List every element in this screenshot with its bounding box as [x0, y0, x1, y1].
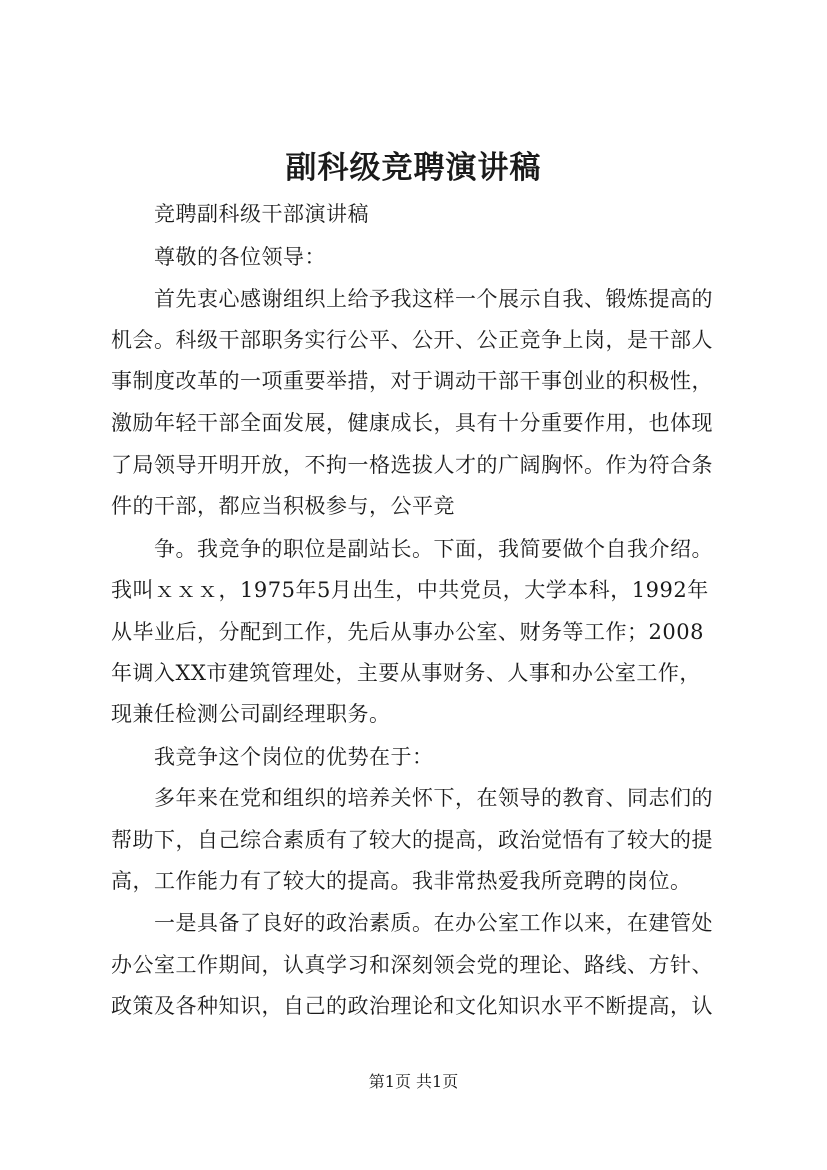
paragraph-line: 帮助下，自己综合素质有了较大的提高，政治觉悟有了较大的提: [111, 828, 713, 852]
paragraph-line: 事制度改革的一项重要举措，对于调动干部干事创业的积极性，: [111, 369, 713, 393]
paragraph-line: 从毕业后，分配到工作，先后从事办公室、财务等工作；2008: [111, 620, 704, 644]
paragraph-line: 了局领导开明开放，不拘一格选拔人才的广阔胸怀。作为符合条: [111, 453, 713, 477]
paragraph-line: 我竞争这个岗位的优势在于：: [111, 745, 434, 769]
paragraph-line: 政策及各种知识，自己的政治理论和文化知识水平不断提高，认: [111, 994, 713, 1018]
paragraph-line: 我叫ｘｘｘ，1975年5月出生，中共党员，大学本科，1992年: [111, 578, 709, 602]
paragraph-line: 尊敬的各位领导：: [111, 245, 326, 269]
page-footer: 第1页 共1页: [368, 1072, 459, 1091]
paragraph-line: 办公室工作期间，认真学习和深刻领会党的理论、路线、方针、: [111, 953, 713, 977]
paragraph-line: 竞聘副科级干部演讲稿: [111, 202, 369, 226]
document-title: 副科级竞聘演讲稿: [285, 150, 542, 186]
paragraph-line: 激励年轻干部全面发展，健康成长，具有十分重要作用，也体现: [111, 411, 713, 435]
paragraph-line: 年调入XX市建筑管理处，主要从事财务、人事和办公室工作，: [111, 661, 701, 685]
paragraph-line: 现兼任检测公司副经理职务。: [111, 702, 391, 726]
paragraph-line: 首先衷心感谢组织上给予我这样一个展示自我、锻炼提高的: [111, 287, 713, 311]
paragraph-line: 一是具备了良好的政治素质。在办公室工作以来，在建管处: [111, 911, 713, 935]
paragraph-line: 机会。科级干部职务实行公平、公开、公正竞争上岗，是干部人: [111, 328, 713, 352]
paragraph-line: 争。我竞争的职位是副站长。下面，我简要做个自我介绍。: [111, 537, 713, 561]
paragraph-line: 件的干部，都应当积极参与，公平竞: [111, 494, 455, 518]
paragraph-line: 高，工作能力有了较大的提高。我非常热爱我所竞聘的岗位。: [111, 869, 692, 893]
paragraph-line: 多年来在党和组织的培养关怀下，在领导的教育、同志们的: [111, 786, 713, 810]
